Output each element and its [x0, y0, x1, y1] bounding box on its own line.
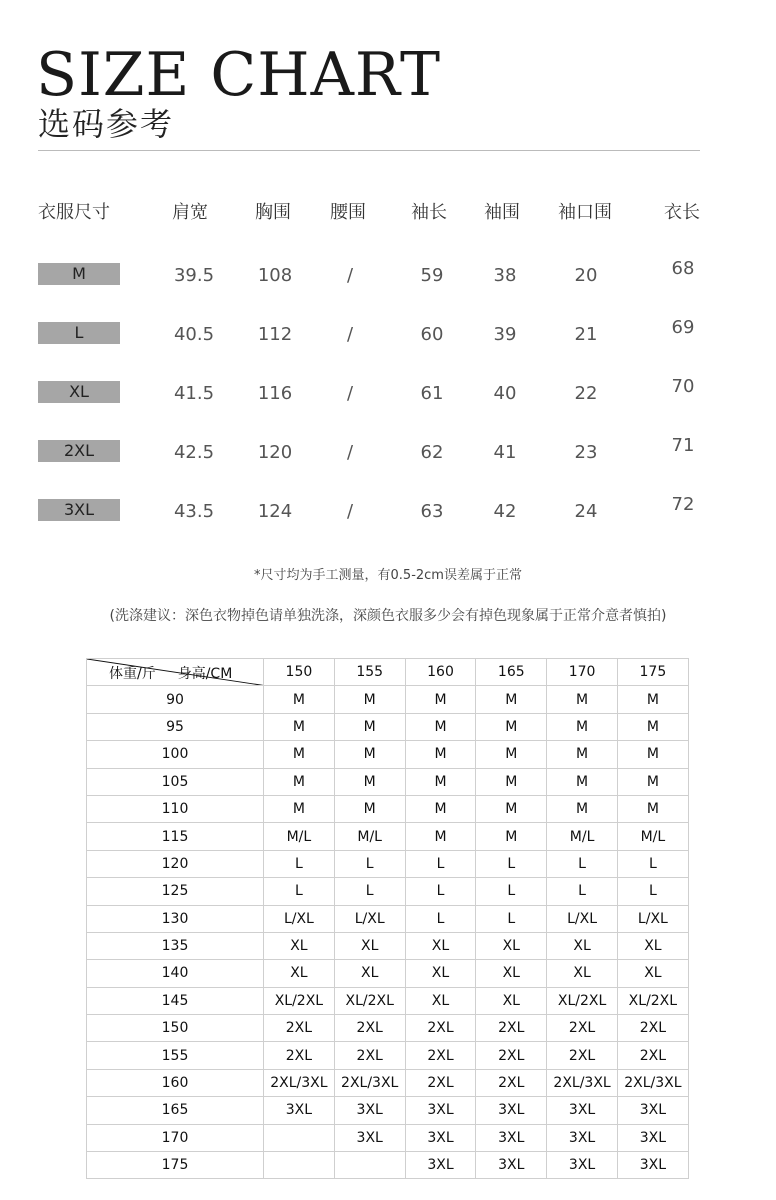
size-table-header: 袖口围 — [558, 202, 612, 223]
table-row — [87, 795, 689, 822]
recommended-size-cell: XL — [334, 932, 405, 959]
recommended-size-cell: XL — [617, 932, 688, 959]
recommended-size-cell: XL — [476, 960, 547, 987]
recommended-size-cell: 2XL/3XL — [617, 1069, 688, 1096]
size-table-cell: 62 — [420, 442, 444, 463]
size-table-cell: 20 — [574, 265, 598, 286]
recommended-size-cell: 2XL — [405, 1042, 476, 1069]
size-table-cell: 124 — [257, 501, 293, 522]
recommended-size-cell: M — [405, 741, 476, 768]
table-row — [87, 1097, 689, 1124]
size-table-cell: 39 — [493, 324, 517, 345]
recommended-size-cell: M — [617, 795, 688, 822]
recommended-size-cell: 3XL — [334, 1124, 405, 1151]
recommended-size-cell: 2XL — [547, 1042, 618, 1069]
recommended-size-cell: M — [334, 741, 405, 768]
size-table-header: 腰围 — [330, 202, 366, 223]
size-table-header: 衣服尺寸 — [38, 202, 110, 223]
recommended-size-cell: 2XL — [547, 1015, 618, 1042]
recommended-size-cell: L — [617, 850, 688, 877]
weight-cell: 120 — [87, 850, 264, 877]
recommended-size-cell: M/L — [617, 823, 688, 850]
recommended-size-cell: 2XL — [617, 1042, 688, 1069]
table-row — [87, 905, 689, 932]
weight-cell: 150 — [87, 1015, 264, 1042]
recommended-size-cell: XL — [476, 932, 547, 959]
recommended-size-cell: XL — [617, 960, 688, 987]
recommended-size-cell: L — [334, 850, 405, 877]
corner-header-cell — [87, 659, 264, 686]
recommended-size-cell: L/XL — [617, 905, 688, 932]
recommended-size-cell: M — [405, 768, 476, 795]
size-table-cell: 21 — [574, 324, 598, 345]
recommended-size-cell: L — [547, 850, 618, 877]
recommended-size-cell: M — [334, 686, 405, 713]
height-header-cell: 150 — [264, 659, 335, 686]
size-table-cell: 42 — [493, 501, 517, 522]
size-table-header: 袖围 — [484, 202, 520, 223]
recommended-size-cell: 2XL/3XL — [334, 1069, 405, 1096]
weight-cell: 105 — [87, 768, 264, 795]
recommended-size-cell: XL — [476, 987, 547, 1014]
recommended-size-cell: M/L — [264, 823, 335, 850]
recommended-size-cell: XL — [334, 960, 405, 987]
recommended-size-cell: M — [476, 686, 547, 713]
table-row — [87, 823, 689, 850]
recommended-size-cell: 3XL — [547, 1124, 618, 1151]
recommended-size-cell: 3XL — [405, 1124, 476, 1151]
weight-cell: 170 — [87, 1124, 264, 1151]
recommended-size-cell: M — [405, 713, 476, 740]
recommended-size-cell: M — [476, 768, 547, 795]
recommended-size-cell: 2XL — [334, 1042, 405, 1069]
recommended-size-cell: 2XL — [264, 1015, 335, 1042]
table-row — [87, 1152, 689, 1179]
recommended-size-cell: M — [476, 713, 547, 740]
recommended-size-cell: 3XL — [547, 1097, 618, 1124]
size-table-cell: 41 — [493, 442, 517, 463]
recommended-size-cell: XL — [405, 987, 476, 1014]
recommendation-header-row — [87, 659, 689, 686]
weight-cell: 125 — [87, 878, 264, 905]
recommended-size-cell: 3XL — [264, 1097, 335, 1124]
size-table-cell: 40.5 — [173, 324, 215, 345]
recommended-size-cell: L — [476, 905, 547, 932]
recommended-size-cell: XL/2XL — [547, 987, 618, 1014]
recommended-size-cell: M — [264, 741, 335, 768]
recommended-size-cell: L/XL — [264, 905, 335, 932]
size-table-cell: / — [346, 442, 354, 463]
recommended-size-cell: 3XL — [476, 1124, 547, 1151]
recommended-size-cell: M — [264, 768, 335, 795]
recommended-size-cell: 2XL — [617, 1015, 688, 1042]
recommended-size-cell: 2XL — [476, 1069, 547, 1096]
weight-cell: 115 — [87, 823, 264, 850]
recommended-size-cell: L — [476, 850, 547, 877]
recommended-size-cell: M — [617, 713, 688, 740]
size-recommendation-table — [86, 658, 689, 1179]
size-table-cell: 40 — [493, 383, 517, 404]
recommended-size-cell: XL — [405, 932, 476, 959]
height-header-cell: 155 — [334, 659, 405, 686]
size-table-cell: 69 — [671, 317, 695, 338]
weight-cell: 140 — [87, 960, 264, 987]
weight-cell: 90 — [87, 686, 264, 713]
size-table-cell: 61 — [420, 383, 444, 404]
size-table-cell: 43.5 — [173, 501, 215, 522]
size-label-badge: L — [38, 322, 120, 344]
table-row — [87, 1015, 689, 1042]
table-row — [87, 1042, 689, 1069]
recommended-size-cell: M — [264, 713, 335, 740]
recommended-size-cell: 3XL — [405, 1152, 476, 1179]
table-row — [87, 850, 689, 877]
weight-axis-label: 体重/斤 — [109, 666, 156, 682]
page-title: SIZE CHART — [36, 40, 442, 110]
recommended-size-cell: 2XL — [405, 1015, 476, 1042]
size-table-cell: 59 — [420, 265, 444, 286]
size-table-cell: / — [346, 501, 354, 522]
recommended-size-cell: 2XL — [476, 1015, 547, 1042]
height-header-cell: 160 — [405, 659, 476, 686]
recommended-size-cell: 2XL — [405, 1069, 476, 1096]
recommended-size-cell: L — [617, 878, 688, 905]
recommended-size-cell: M — [476, 823, 547, 850]
size-table-cell: 24 — [574, 501, 598, 522]
recommended-size-cell: L — [334, 878, 405, 905]
height-header-cell: 165 — [476, 659, 547, 686]
recommended-size-cell: M — [617, 686, 688, 713]
table-row — [87, 768, 689, 795]
recommended-size-cell: M — [547, 713, 618, 740]
recommended-size-cell: M — [547, 741, 618, 768]
size-table-header: 胸围 — [255, 202, 291, 223]
measurement-note: *尺寸均为手工测量，有0.5-2cm误差属于正常 — [254, 568, 522, 583]
recommended-size-cell — [264, 1124, 335, 1151]
recommended-size-cell: L/XL — [547, 905, 618, 932]
recommended-size-cell: 3XL — [547, 1152, 618, 1179]
recommended-size-cell: L/XL — [334, 905, 405, 932]
title-divider — [38, 150, 700, 151]
size-label-badge: XL — [38, 381, 120, 403]
size-table-cell: 42.5 — [173, 442, 215, 463]
recommended-size-cell: M — [547, 768, 618, 795]
size-table-cell: / — [346, 324, 354, 345]
recommended-size-cell: M — [264, 795, 335, 822]
size-table-cell: 71 — [671, 435, 695, 456]
recommended-size-cell: M — [264, 686, 335, 713]
recommended-size-cell: M/L — [547, 823, 618, 850]
size-table-cell: 72 — [671, 494, 695, 515]
recommended-size-cell: M — [547, 686, 618, 713]
recommended-size-cell: XL/2XL — [617, 987, 688, 1014]
recommended-size-cell: XL — [547, 932, 618, 959]
size-table-header: 袖长 — [411, 202, 447, 223]
size-table-cell: 70 — [671, 376, 695, 397]
recommended-size-cell: XL/2XL — [334, 987, 405, 1014]
table-row — [87, 987, 689, 1014]
recommended-size-cell: 3XL — [405, 1097, 476, 1124]
table-row — [87, 686, 689, 713]
recommended-size-cell: XL/2XL — [264, 987, 335, 1014]
recommended-size-cell: M — [547, 795, 618, 822]
recommended-size-cell: L — [547, 878, 618, 905]
weight-cell: 155 — [87, 1042, 264, 1069]
size-table-cell: 63 — [420, 501, 444, 522]
recommended-size-cell: 2XL — [476, 1042, 547, 1069]
recommended-size-cell: M — [405, 823, 476, 850]
recommended-size-cell: M — [334, 795, 405, 822]
recommended-size-cell: 3XL — [617, 1097, 688, 1124]
recommended-size-cell: 3XL — [617, 1124, 688, 1151]
size-table-cell: 60 — [420, 324, 444, 345]
weight-cell: 95 — [87, 713, 264, 740]
recommended-size-cell: 2XL/3XL — [264, 1069, 335, 1096]
recommended-size-cell: M/L — [334, 823, 405, 850]
size-label-badge: 2XL — [38, 440, 120, 462]
table-row — [87, 713, 689, 740]
recommended-size-cell: XL — [547, 960, 618, 987]
size-label-badge: 3XL — [38, 499, 120, 521]
size-table-cell: 23 — [574, 442, 598, 463]
recommended-size-cell: M — [476, 795, 547, 822]
washing-note: (洗涤建议：深色衣物掉色请单独洗涤，深颜色衣服多少会有掉色现象属于正常介意者慎拍) — [109, 608, 667, 624]
table-row — [87, 932, 689, 959]
recommended-size-cell: M — [405, 686, 476, 713]
recommended-size-cell: 3XL — [476, 1097, 547, 1124]
recommended-size-cell: M — [617, 741, 688, 768]
recommended-size-cell: XL — [264, 932, 335, 959]
weight-cell: 165 — [87, 1097, 264, 1124]
size-table-cell: 22 — [574, 383, 598, 404]
height-header-cell: 175 — [617, 659, 688, 686]
recommended-size-cell: L — [476, 878, 547, 905]
table-row — [87, 1124, 689, 1151]
size-table-cell: 38 — [493, 265, 517, 286]
recommended-size-cell: L — [405, 850, 476, 877]
recommended-size-cell: M — [334, 713, 405, 740]
page-subtitle: 选码参考 — [38, 105, 175, 143]
size-table-header: 肩宽 — [172, 202, 208, 223]
recommended-size-cell: M — [405, 795, 476, 822]
size-table-cell: / — [346, 265, 354, 286]
size-table-cell: / — [346, 383, 354, 404]
recommended-size-cell: M — [617, 768, 688, 795]
weight-cell: 145 — [87, 987, 264, 1014]
corner-labels — [109, 663, 232, 683]
height-header-cell: 170 — [547, 659, 618, 686]
size-table-cell: 120 — [257, 442, 293, 463]
table-row — [87, 1069, 689, 1096]
recommended-size-cell: L — [405, 905, 476, 932]
recommended-size-cell: XL — [405, 960, 476, 987]
size-table-cell: 39.5 — [173, 265, 215, 286]
recommended-size-cell: 2XL/3XL — [547, 1069, 618, 1096]
size-table-cell: 68 — [671, 258, 695, 279]
size-table-cell: 41.5 — [173, 383, 215, 404]
recommended-size-cell: 3XL — [334, 1097, 405, 1124]
size-table-header: 衣长 — [664, 202, 700, 223]
weight-cell: 175 — [87, 1152, 264, 1179]
size-table-cell: 108 — [257, 265, 293, 286]
recommended-size-cell: M — [476, 741, 547, 768]
recommended-size-cell: 3XL — [476, 1152, 547, 1179]
recommended-size-cell: 2XL — [334, 1015, 405, 1042]
table-row — [87, 960, 689, 987]
weight-cell: 135 — [87, 932, 264, 959]
table-row — [87, 741, 689, 768]
size-label-badge: M — [38, 263, 120, 285]
size-table-cell: 116 — [257, 383, 293, 404]
weight-cell: 100 — [87, 741, 264, 768]
recommended-size-cell: L — [264, 878, 335, 905]
height-axis-label: 身高/CM — [177, 666, 233, 682]
recommended-size-cell: L — [264, 850, 335, 877]
recommended-size-cell: L — [405, 878, 476, 905]
recommended-size-cell: M — [334, 768, 405, 795]
recommended-size-cell: 3XL — [617, 1152, 688, 1179]
recommended-size-cell: XL — [264, 960, 335, 987]
table-row — [87, 878, 689, 905]
weight-cell: 130 — [87, 905, 264, 932]
recommended-size-cell: 2XL — [264, 1042, 335, 1069]
weight-cell: 160 — [87, 1069, 264, 1096]
weight-cell: 110 — [87, 795, 264, 822]
size-table-cell: 112 — [257, 324, 293, 345]
recommended-size-cell — [334, 1152, 405, 1179]
recommended-size-cell — [264, 1152, 335, 1179]
